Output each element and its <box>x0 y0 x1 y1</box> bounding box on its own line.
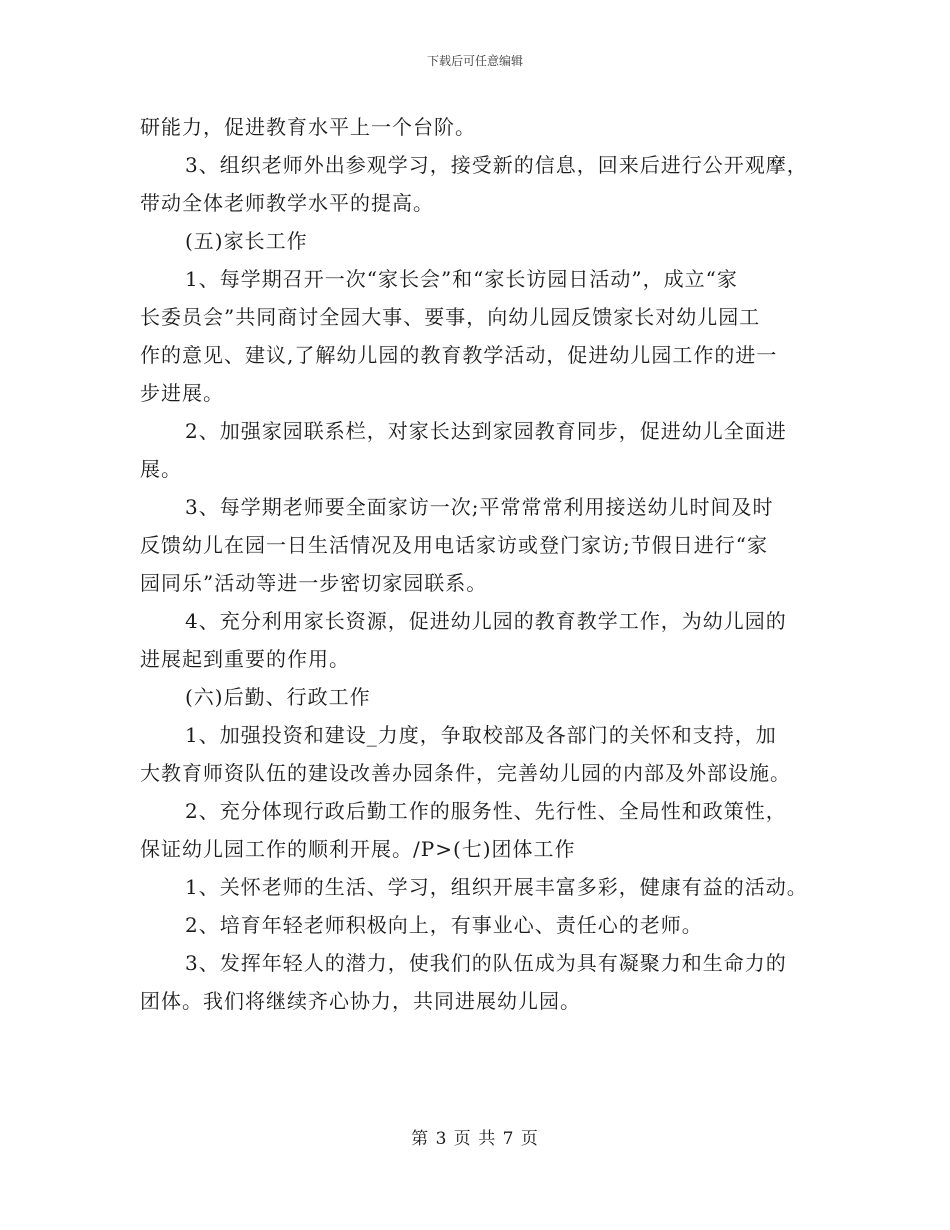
text-line: 步进展。 <box>140 381 224 405</box>
text-line: 作的意见、建议,了解幼儿园的教育教学活动，促进幼儿园工作的进一 <box>140 343 778 367</box>
text-line: (六)后勤、行政工作 <box>185 685 371 709</box>
text-line: 研能力，促进教育水平上一个台阶。 <box>140 115 476 139</box>
document-body <box>140 108 830 1020</box>
text-line: 反馈幼儿在园一日生活情况及用电话家访或登门家访;节假日进行“家 <box>140 533 768 557</box>
text-line: 团体。我们将继续齐心协力，共同进展幼儿园。 <box>140 989 581 1013</box>
text-line: 1、加强投资和建设_力度，争取校部及各部门的关怀和支持，加 <box>185 723 777 747</box>
text-line: 2、充分体现行政后勤工作的服务性、先行性、全局性和政策性， <box>185 799 787 823</box>
text-line: 3、组织老师外出参观学习，接受新的信息，回来后进行公开观摩， <box>185 153 808 177</box>
text-line: 2、加强家园联系栏，对家长达到家园教育同步，促进幼儿全面进 <box>185 419 787 443</box>
page-header: 下载后可任意编辑 <box>426 54 523 68</box>
text-line: 2、培育年轻老师积极向上，有事业心、责任心的老师。 <box>185 913 703 937</box>
text-line: 带动全体老师教学水平的提高。 <box>140 191 434 215</box>
text-line: 园同乐”活动等进一步密切家园联系。 <box>140 571 488 595</box>
text-line: 3、每学期老师要全面家访一次;平常常常利用接送幼儿时间及时 <box>185 495 774 519</box>
text-line: 展。 <box>140 457 182 481</box>
text-line: 长委员会”共同商讨全园大事、要事，向幼儿园反馈家长对幼儿园工 <box>140 305 761 329</box>
text-line: 保证幼儿园工作的顺利开展。/P>(七)团体工作 <box>140 837 576 861</box>
text-line: 1、关怀老师的生活、学习，组织开展丰富多彩，健康有益的活动。 <box>185 875 808 899</box>
text-line: 大教育师资队伍的建设改善办园条件，完善幼儿园的内部及外部设施。 <box>140 761 791 785</box>
text-line: 1、每学期召开一次“家长会”和“家长访园日活动”，成立“家 <box>185 267 738 291</box>
text-line: 3、发挥年轻人的潜力，使我们的队伍成为具有凝聚力和生命力的 <box>185 951 787 975</box>
text-line: (五)家长工作 <box>185 229 308 253</box>
text-line: 进展起到重要的作用。 <box>140 647 350 671</box>
text-line: 4、充分利用家长资源，促进幼儿园的教育教学工作，为幼儿园的 <box>185 609 787 633</box>
page-number: 第 3 页 共 7 页 <box>411 1129 539 1149</box>
